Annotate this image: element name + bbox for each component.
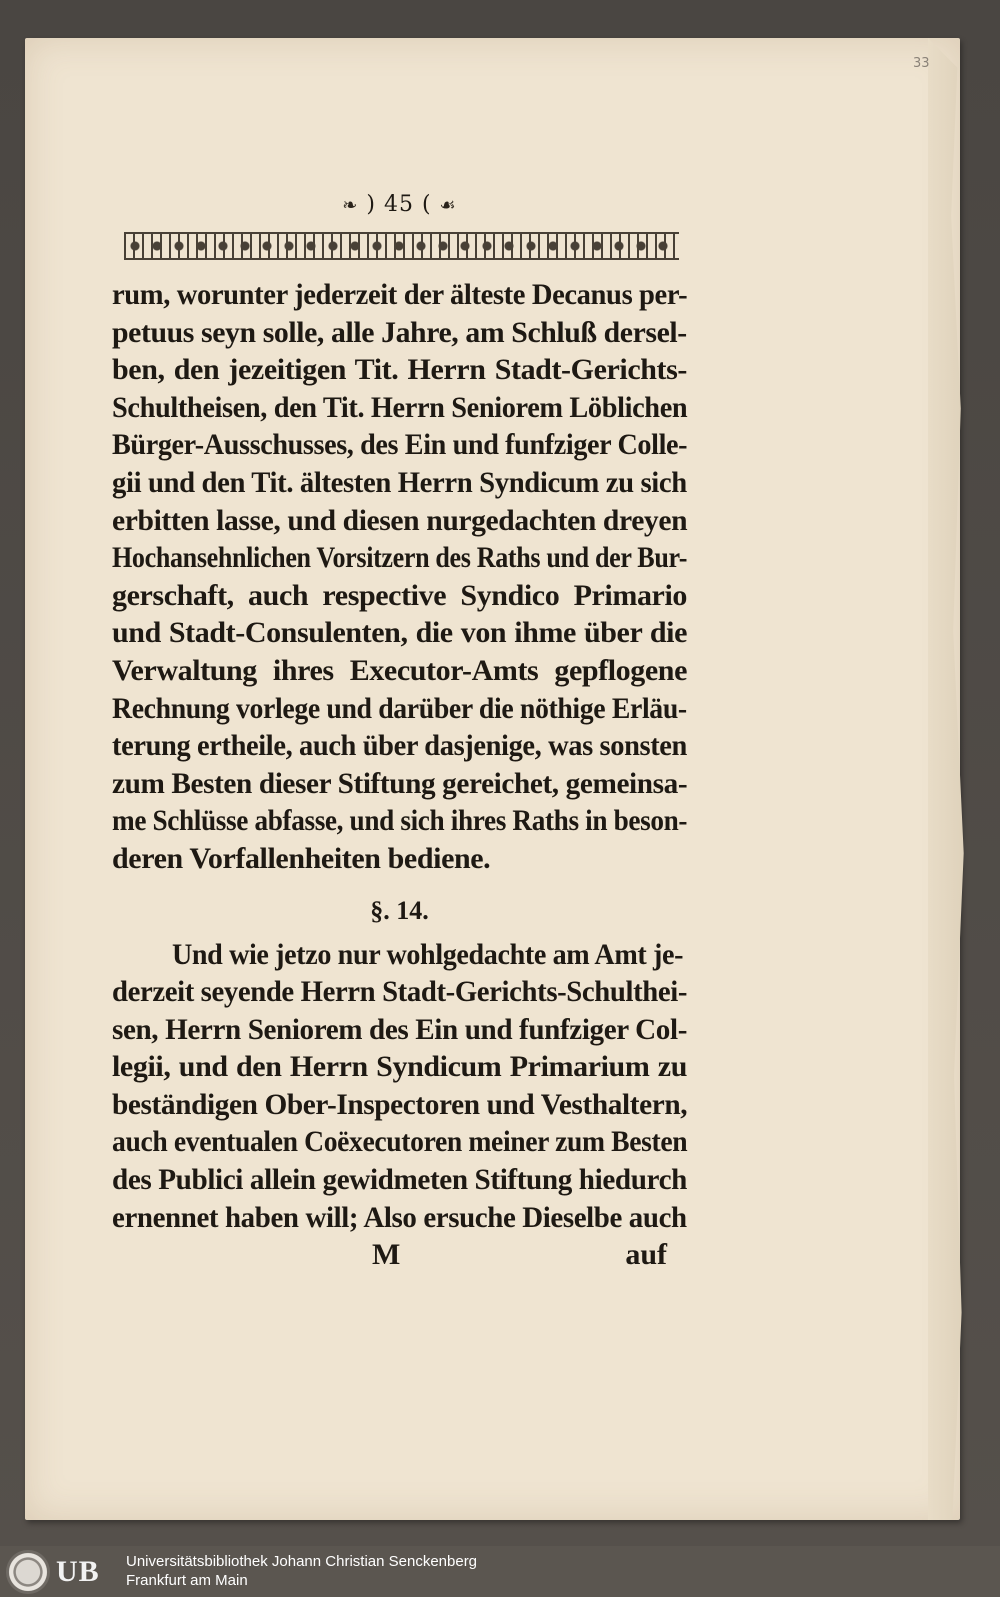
text-line: Bürger-Ausschusses, des Ein und funfziger Colle- xyxy=(112,428,688,462)
paragraph-1 xyxy=(112,276,687,878)
catchword: auf xyxy=(625,1238,667,1272)
text-line: ben, den jezeitigen Tit. Herrn Stadt-Gerichts- xyxy=(112,353,687,387)
folio-mark: 33 xyxy=(913,56,930,71)
text-line: und Stadt-Consulenten, die von ihme über die xyxy=(112,616,687,650)
text-line: petuus seyn solle, alle Jahre, am Schluß dersel- xyxy=(112,315,687,349)
text-line: terung ertheile, auch über dasjenige, was sonsten xyxy=(112,729,687,763)
text-line: Rechnung vorlege und darüber die nöthige Erläu- xyxy=(112,691,687,725)
text-line: Hochansehnlichen Vorsitzern des Raths und der Bur- xyxy=(112,541,688,575)
page-number: ) 45 ( xyxy=(366,192,432,217)
text-line: Schultheisen, den Tit. Herrn Seniorem Löblichen xyxy=(112,390,688,424)
text-line: me Schlüsse abfasse, und sich ihres Raths in beson- xyxy=(112,804,688,838)
text-line: des Publici allein gewidmeten Stiftung hiedurch xyxy=(112,1163,687,1197)
section-heading: §. 14. xyxy=(370,895,429,925)
text-line: legii, und den Herrn Syndicum Primarium zu xyxy=(112,1050,687,1084)
library-name: Universitätsbibliothek Johann Christian Senckenberg xyxy=(126,1553,478,1570)
footer-text xyxy=(126,1552,477,1590)
library-logo[interactable] xyxy=(0,1546,118,1597)
text-line: erbitten lasse, und diesen nurgedachten dreyen xyxy=(112,503,688,537)
page-header xyxy=(112,190,687,220)
library-footer xyxy=(0,1546,1000,1597)
signature-line xyxy=(112,1236,687,1274)
text-line: auch eventualen Coëxecutoren meiner zum Besten xyxy=(112,1125,688,1159)
text-line: beständigen Ober-Inspectoren und Vesthaltern, xyxy=(112,1087,688,1121)
text-line: derzeit seyende Herrn Stadt-Gerichts-Schulthei- xyxy=(112,975,688,1009)
ornamental-border xyxy=(124,232,679,260)
text-line: rum, worunter jederzeit der älteste Decanus per- xyxy=(112,278,688,311)
logo-text: UB xyxy=(56,1554,100,1588)
signature-mark: M xyxy=(372,1238,401,1272)
text-line: ernennet haben will; Also ersuche Dieselbe auch xyxy=(112,1200,687,1234)
text-line: Verwaltung ihres Executor-Amts gepflogene xyxy=(112,653,687,687)
library-location: Frankfurt am Main xyxy=(126,1572,248,1589)
paragraph-2 xyxy=(112,936,687,1237)
text-line: zum Besten dieser Stiftung gereichet, gemeinsa- xyxy=(112,766,688,800)
seal-icon xyxy=(6,1550,50,1594)
text-line: deren Vorfallenheiten bediene. xyxy=(112,841,491,875)
page-text xyxy=(112,190,687,1274)
text-line: sen, Herrn Seniorem des Ein und funfziger Col- xyxy=(112,1012,688,1046)
fleuron-right-icon: ☙ xyxy=(439,195,457,216)
text-line: gii und den Tit. ältesten Herrn Syndicum zu sich xyxy=(112,465,687,499)
text-line: Und wie jetzo nur wohlgedachte am Amt je- xyxy=(171,937,684,971)
text-line: gerschaft, auch respective Syndico Primario xyxy=(112,578,687,612)
fleuron-left-icon: ❧ xyxy=(342,195,359,216)
